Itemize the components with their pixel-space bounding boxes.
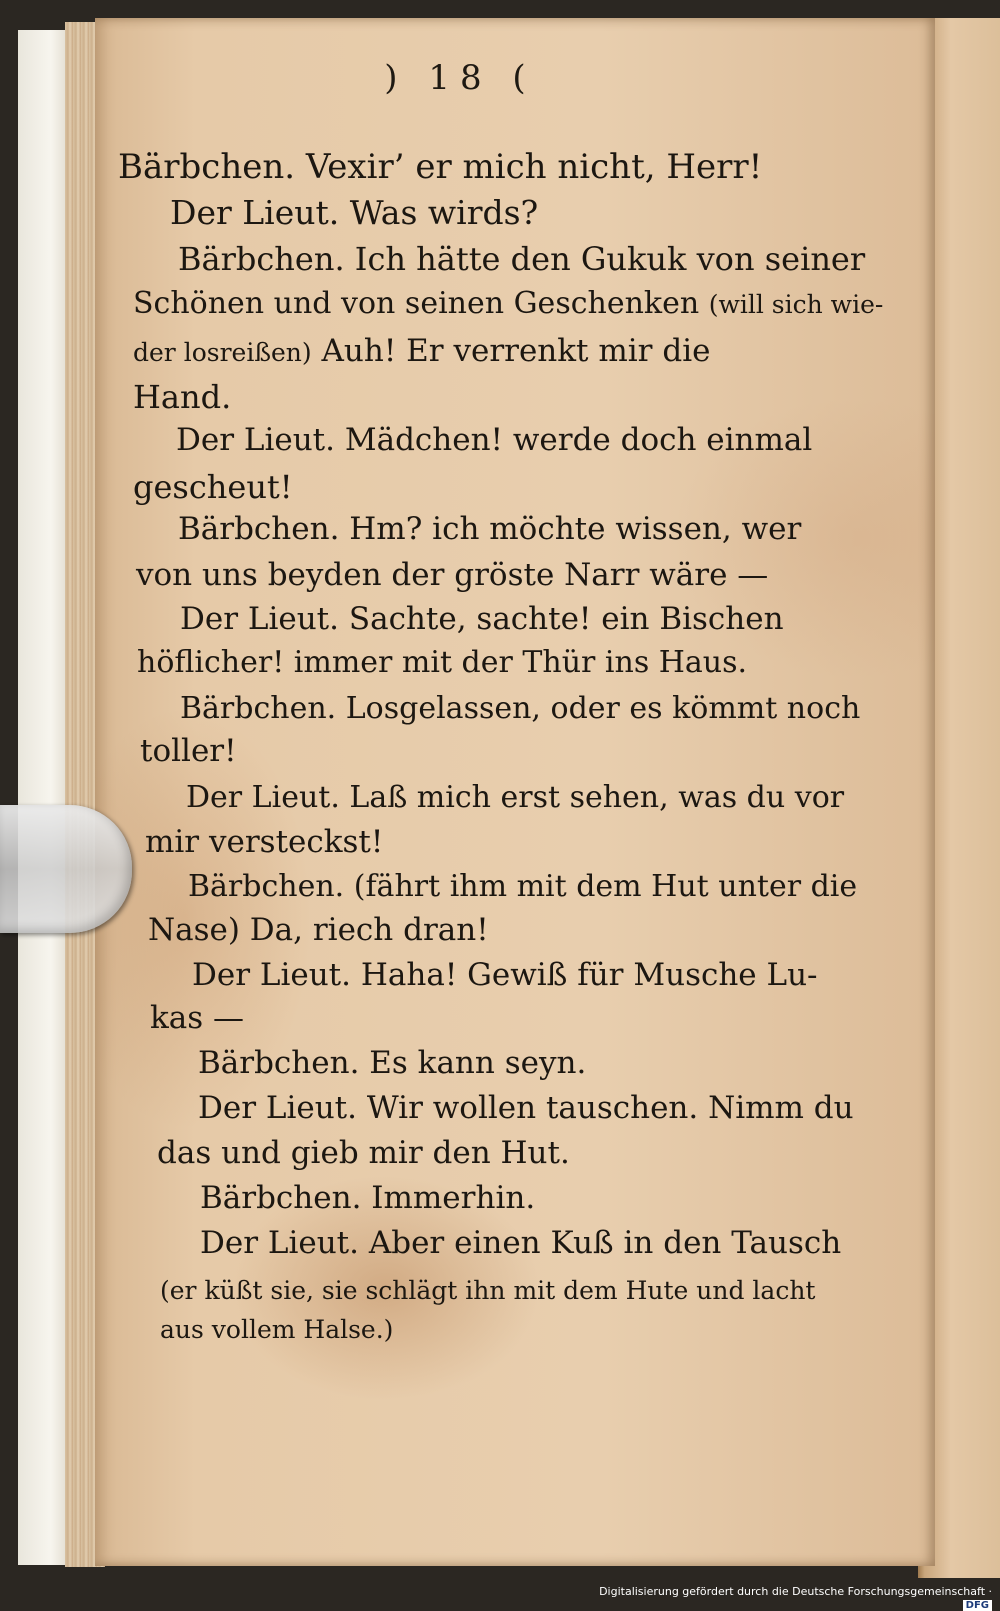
text-line: höflicher! immer mit der Thür ins Haus. — [137, 645, 748, 680]
text-line: Bärbchen. Hm? ich möchte wissen, wer — [178, 511, 802, 547]
text-line: aus vollem Halse.) — [160, 1315, 394, 1344]
text-line: mir versteckst! — [145, 824, 384, 860]
text-line: Der Lieut. Laß mich erst sehen, was du vor — [186, 780, 845, 815]
text-line: Bärbchen. Immerhin. — [200, 1180, 536, 1216]
text-line: gescheut! — [133, 468, 293, 506]
text-line: Der Lieut. Sachte, sachte! ein Bischen — [180, 601, 784, 637]
text-line: Der Lieut. Aber einen Kuß in den Tausch — [200, 1225, 842, 1261]
digitization-credit: Digitalisierung gefördert durch die Deutsche Forschungsgemeinschaft ·DFG — [599, 1585, 992, 1611]
text-line: der losreißen) Auh! Er verrenkt mir die — [133, 333, 711, 369]
text-line: das und gieb mir den Hut. — [157, 1135, 570, 1171]
text-line: Nase) Da, riech dran! — [148, 912, 489, 948]
text-line: Bärbchen. Losgelassen, oder es kömmt noch — [180, 691, 861, 726]
text-line: Bärbchen. (fährt ihm mit dem Hut unter die — [188, 869, 858, 904]
text-line: Der Lieut. Wir wollen tauschen. Nimm du — [198, 1090, 854, 1126]
text-line: toller! — [140, 733, 237, 769]
text-line: Der Lieut. Mädchen! werde doch einmal — [176, 422, 813, 458]
text-line: kas — — [150, 1000, 245, 1036]
text-line: Der Lieut. Haha! Gewiß für Musche Lu- — [192, 957, 818, 993]
text-line: Hand. — [133, 378, 232, 416]
page-clip — [0, 805, 132, 933]
text-line: Bärbchen. Ich hätte den Gukuk von seiner — [178, 240, 866, 278]
text-line: Bärbchen. Es kann seyn. — [198, 1045, 587, 1081]
text-line: Bärbchen. Vexir’ er mich nicht, Herr! — [118, 147, 763, 187]
text-line: Schönen und von seinen Geschenken (will sich wie- — [133, 286, 884, 321]
text-line: von uns beyden der gröste Narr wäre — — [136, 557, 769, 593]
page-number-header: ) 18 ( — [384, 58, 536, 98]
text-line: (er küßt sie, sie schlägt ihn mit dem Hute und lacht — [160, 1276, 816, 1305]
text-line: Der Lieut. Was wirds? — [170, 193, 539, 232]
dfg-logo: DFG — [963, 1600, 992, 1611]
